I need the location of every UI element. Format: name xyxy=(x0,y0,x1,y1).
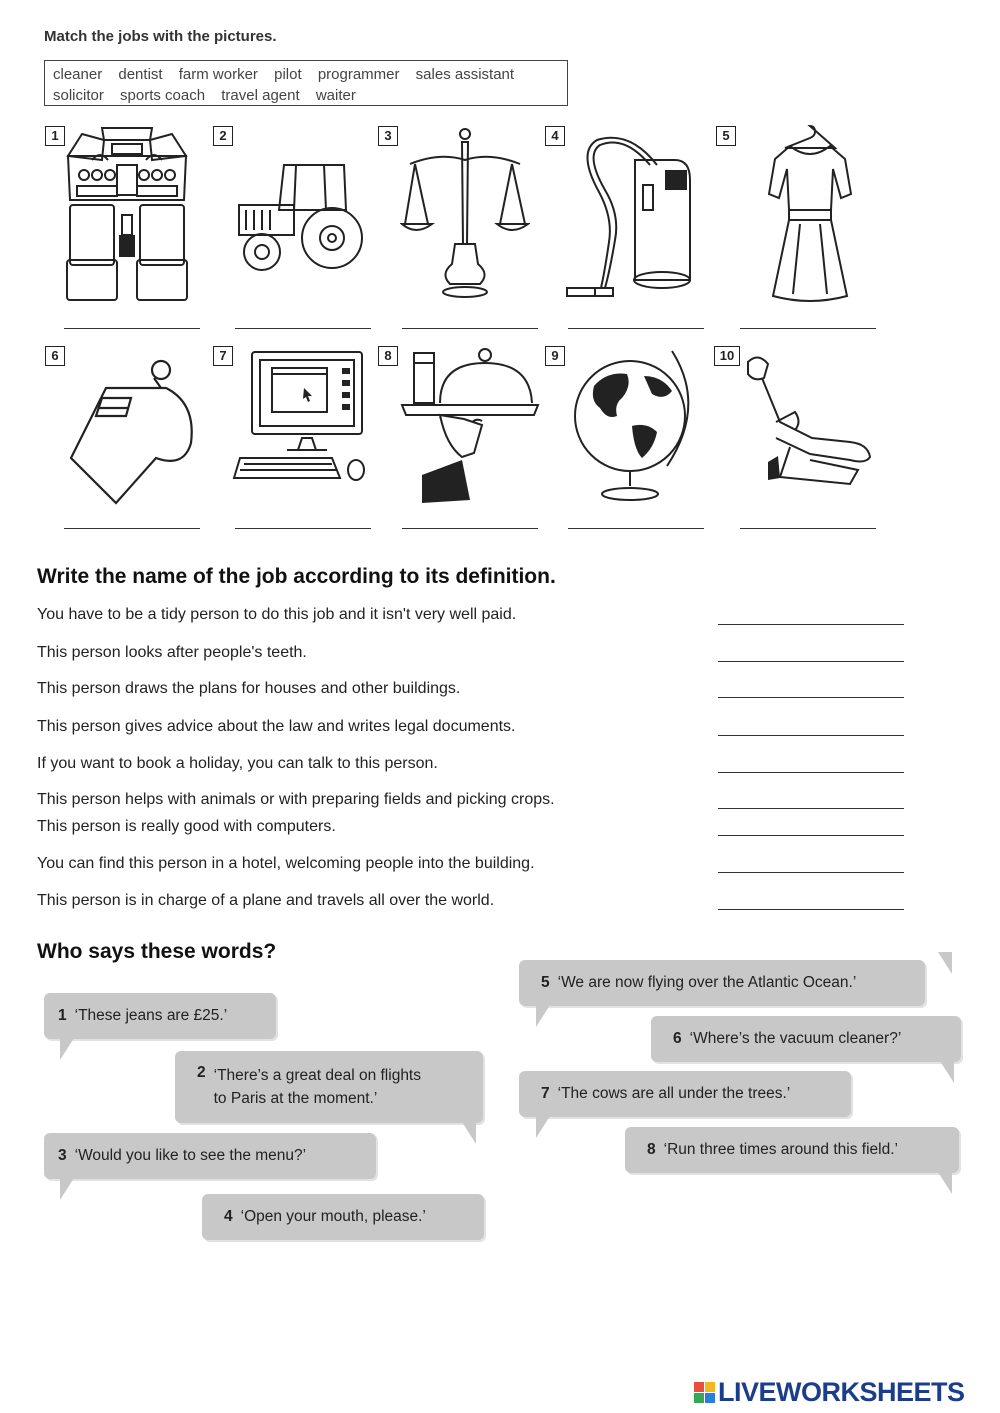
word-waiter: waiter xyxy=(315,87,356,104)
speech-title: Who says these words? xyxy=(37,940,277,963)
whistle-icon xyxy=(66,358,196,508)
speech-number-5: 5 xyxy=(541,974,550,991)
definition-answer-7[interactable] xyxy=(718,835,904,836)
definition-answer-8[interactable] xyxy=(718,872,904,873)
speech-text-2-line-2: to Paris at the moment.’ xyxy=(213,1090,378,1107)
picture-number-4: 4 xyxy=(545,126,565,146)
speech-number-4: 4 xyxy=(224,1208,233,1225)
definition-answer-3[interactable] xyxy=(718,697,904,698)
logo-text: LIVEWORKSHEETS xyxy=(718,1377,965,1407)
definition-2: This person looks after people's teeth. xyxy=(37,644,307,661)
speech-tail-8 xyxy=(938,1172,952,1194)
liveworksheets-logo xyxy=(694,1377,965,1408)
serving-tray-icon xyxy=(400,345,540,505)
answer-line-10[interactable] xyxy=(740,528,876,529)
word-programmer: programmer xyxy=(317,66,400,83)
cockpit-icon xyxy=(62,120,192,310)
definition-answer-6[interactable] xyxy=(718,808,904,809)
speech-tail-6 xyxy=(940,1061,954,1083)
definition-answer-9[interactable] xyxy=(718,909,904,910)
definition-7: This person is really good with computers. xyxy=(37,818,336,835)
speech-text-2 xyxy=(214,1064,421,1110)
picture-number-1: 1 xyxy=(45,126,65,146)
speech-text-6: ‘Where’s the vacuum cleaner?’ xyxy=(689,1030,902,1047)
picture-number-3: 3 xyxy=(378,126,398,146)
globe-icon xyxy=(572,346,697,506)
picture-number-8: 8 xyxy=(378,346,398,366)
speech-tail-7 xyxy=(536,1116,550,1138)
answer-line-3[interactable] xyxy=(402,328,538,329)
definition-1: You have to be a tidy person to do this job and it isn't very well paid. xyxy=(37,606,517,623)
answer-line-7[interactable] xyxy=(235,528,371,529)
definition-answer-2[interactable] xyxy=(718,661,904,662)
definition-4: This person gives advice about the law and writes legal documents. xyxy=(37,718,516,735)
word-solicitor: solicitor xyxy=(53,87,104,104)
picture-number-5: 5 xyxy=(716,126,736,146)
picture-number-9: 9 xyxy=(545,346,565,366)
speech-text-5: ‘We are now flying over the Atlantic Ocean.’ xyxy=(557,974,857,991)
definition-3: This person draws the plans for houses and other buildings. xyxy=(37,680,461,697)
definition-answer-4[interactable] xyxy=(718,735,904,736)
picture-number-6: 6 xyxy=(45,346,65,366)
word-sports-coach: sports coach xyxy=(120,87,206,104)
answer-line-8[interactable] xyxy=(402,528,538,529)
picture-number-2: 2 xyxy=(213,126,233,146)
speech-bubble-2 xyxy=(175,1051,483,1123)
speech-tail-1 xyxy=(60,1038,74,1060)
speech-bubble-7 xyxy=(519,1071,851,1117)
picture-number-10: 10 xyxy=(714,346,740,366)
speech-number-3: 3 xyxy=(58,1147,67,1164)
speech-text-8: ‘Run three times around this field.’ xyxy=(663,1141,898,1158)
speech-number-8: 8 xyxy=(647,1141,656,1158)
speech-text-2-line-1: ‘There’s a great deal on flights xyxy=(213,1067,421,1084)
word-farm-worker: farm worker xyxy=(178,66,258,83)
word-dentist: dentist xyxy=(118,66,163,83)
dentist-chair-icon xyxy=(740,352,880,492)
dress-icon xyxy=(765,124,855,304)
speech-number-2: 2 xyxy=(197,1064,206,1081)
answer-line-6[interactable] xyxy=(64,528,200,529)
definition-9: This person is in charge of a plane and travels all over the world. xyxy=(37,892,495,909)
tractor-icon xyxy=(234,160,364,275)
word-sales-assistant: sales assistant xyxy=(415,66,515,83)
answer-line-2[interactable] xyxy=(235,328,371,329)
speech-bubble-3 xyxy=(44,1133,376,1179)
speech-bubble-8 xyxy=(625,1127,959,1173)
answer-line-9[interactable] xyxy=(568,528,704,529)
definition-8: You can find this person in a hotel, welcoming people into the building. xyxy=(37,855,535,872)
speech-tail-5b xyxy=(938,952,952,974)
speech-bubble-5 xyxy=(519,960,925,1006)
answer-line-1[interactable] xyxy=(64,328,200,329)
definition-answer-5[interactable] xyxy=(718,772,904,773)
answer-line-5[interactable] xyxy=(740,328,876,329)
definition-answer-1[interactable] xyxy=(718,624,904,625)
speech-text-3: ‘Would you like to see the menu?’ xyxy=(74,1147,307,1164)
speech-tail-3 xyxy=(60,1178,74,1200)
scales-icon xyxy=(400,124,530,299)
word-pilot: pilot xyxy=(274,66,302,83)
speech-number-1: 1 xyxy=(58,1007,67,1024)
vacuum-cleaner-icon xyxy=(565,130,700,300)
definitions-title: Write the name of the job according to its definition. xyxy=(37,565,556,588)
word-travel-agent: travel agent xyxy=(221,87,300,104)
answer-line-4[interactable] xyxy=(568,328,704,329)
speech-number-7: 7 xyxy=(541,1085,550,1102)
word-bank xyxy=(44,60,568,106)
definition-5: If you want to book a holiday, you can talk to this person. xyxy=(37,755,438,772)
speech-text-7: ‘The cows are all under the trees.’ xyxy=(557,1085,791,1102)
speech-tail-2 xyxy=(462,1122,476,1144)
picture-number-7: 7 xyxy=(213,346,233,366)
speech-text-4: ‘Open your mouth, please.’ xyxy=(240,1208,426,1225)
logo-mark-icon xyxy=(694,1382,715,1403)
computer-icon xyxy=(232,350,372,490)
speech-number-6: 6 xyxy=(673,1030,682,1047)
speech-bubble-6 xyxy=(651,1016,961,1062)
speech-bubble-4 xyxy=(202,1194,484,1240)
speech-tail-5 xyxy=(536,1005,550,1027)
definition-6: This person helps with animals or with preparing fields and picking crops. xyxy=(37,791,555,808)
speech-text-1: ‘These jeans are £25.’ xyxy=(74,1007,228,1024)
word-cleaner: cleaner xyxy=(53,66,103,83)
speech-bubble-1 xyxy=(44,993,276,1039)
match-instruction: Match the jobs with the pictures. xyxy=(44,28,277,45)
